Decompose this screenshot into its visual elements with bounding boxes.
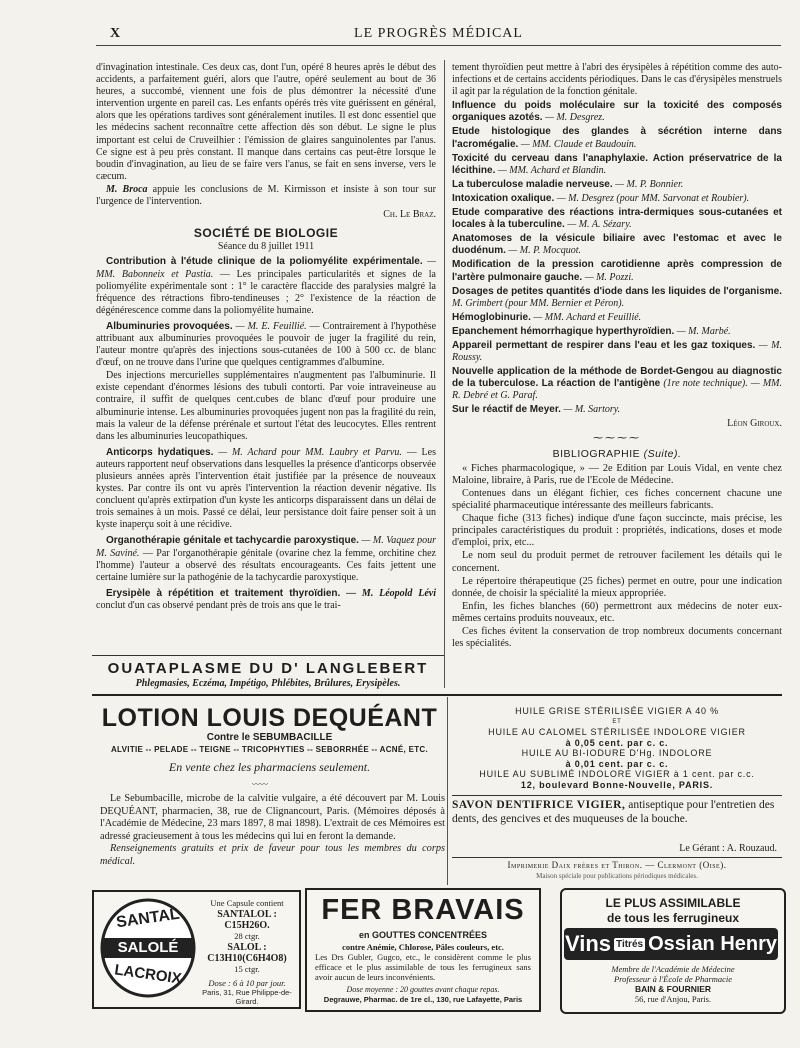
- vins-top1: LE PLUS ASSIMILABLE: [605, 896, 741, 910]
- item-3: Organothérapie génitale et tachycardie paroxystique. — M. Vaquez pour M. Saviné. — Par l'organothérapie génitale (ovarine chez la femme, orchitine chez l'homme) l'auteur a observé des résultats encourageants. Ces faits jettent une certaine lumière sur la pathogénie de la tachycardie paroxystique.: [96, 535, 436, 583]
- badge-top: SANTAL: [115, 905, 181, 932]
- biblio-paragraph: Chaque fiche (313 fiches) indique d'une façon succincte, mais précise, les principales caractéristiques du produit : propriétés, indications, doses et mode d'emploi, prix, etc...: [452, 513, 782, 549]
- biblio-paragraph: Ces fiches évitent la conservation de trop nombreux documents concernant les spécialités.: [452, 626, 782, 650]
- fer-sub: en GOUTTES CONCENTRÉES: [358, 930, 487, 940]
- right-item: La tuberculose maladie nerveuse. — M. P. Bonnier.: [452, 178, 684, 190]
- ouataplasme-sub: Phlegmasies, Eczéma, Impétigo, Phlébites, Brûlures, Erysipèles.: [135, 678, 401, 689]
- imprimerie: Imprimerie Daix frères et Thiron. — Clermont (Oise).: [507, 860, 727, 870]
- item-1: Albuminuries provoquées. — M. E. Feuillié. — Contrairement à l'hypothèse attribuant aux albuminuries provoquées le pouvoir de juger la fragilité du rein, l'auteur montre qu'après des injections sous-cutanées de 100 à 500 cc. de blanc d'œuf, on ne trouve dans l'urine que quelques centigrammes d'albumine.: [96, 320, 437, 369]
- right-item: Dosages de petites quantités d'iode dans les liquides de l'organisme. M. Grimbert (pour MM. Bernier et Péron).: [452, 285, 782, 309]
- right-item: Hémoglobinurie. — MM. Achard et Feuillié.: [452, 311, 642, 323]
- imprimerie-sub: Maison spéciale pour publications périodiques médicales.: [536, 872, 698, 880]
- vins-ossian-ad: [560, 888, 786, 1014]
- right-item: Anatomoses de la vésicule biliaire avec l'estomac et avec le duodénum. — M. P. Mocquot.: [452, 233, 782, 257]
- paragraph: d'invagination intestinale. Ces deux cas, dont l'un, opéré 8 heures après le début des accidents, a parfaitement guéri, alors que l'autre, opéré seulement au bout de 36 heures, a succombé, viennent une fois de plus démontrer la nécessité d'une intervention urgente en pareil cas. Les enfants opérés très vite guérissent en général, alors que les opérations tardives sont généralement inutiles. Il est donc essentiel que les médecins sachent reconnaître cette affection dès son début. Le signe le plus important est celui de Cruveilhier : l'émission de glaires sanguinolentes par l'anus. Ce signe est à peu près constant. Il manque dans certains cas peut-être lorsque le boudin d'invagination, au lieu de se faire vers l'anus, se fait en sens inverse, vers le cæcum.: [96, 62, 436, 182]
- badge-mid: SALOLÉ: [117, 939, 179, 956]
- vins-brand: Vins Titrés Ossian Henry: [564, 928, 778, 960]
- column-divider: [447, 697, 448, 885]
- biblio-paragraph: Enfin, les fiches blanches (60) permettront aux médecins de noter eux-mêmes certains produits nouveaux, etc.: [452, 600, 782, 624]
- santal-ad: [92, 890, 301, 1009]
- signature: Ch. Le Braz.: [383, 209, 436, 221]
- left-column: [96, 62, 436, 613]
- right-item: Intoxication oxalique. — M. Desgrez (pour MM. Sarvonat et Roubier).: [452, 192, 750, 204]
- section-title: SOCIÉTÉ DE BIOLOGIE: [193, 226, 339, 241]
- right-item: Etude comparative des réactions intra-dermiques sous-cutanées et locales à la tuberculine. — M. A. Sézary.: [452, 207, 782, 231]
- right-item: Toxicité du cerveau dans l'anaphylaxie. Action préservatrice de la lécithine. — MM. Achard et Blandin.: [452, 152, 782, 176]
- signature: Léon Giroux.: [727, 417, 782, 429]
- gerant: Le Gérant : A. Rouzaud.: [679, 843, 777, 854]
- right-item: Appareil permettant de respirer dans l'eau et les gaz toxiques. — M. Roussy.: [452, 339, 782, 364]
- biblio-paragraph: Contenues dans un élégant fichier, ces fiches concernent chacune une spécialité pharmaceutique intéressante des meilleurs fabricants.: [452, 488, 782, 512]
- right-item: Modification de la pression carotidienne après compression de l'artère pulmonaire gauche. — M. Pozzi.: [452, 259, 782, 283]
- page-header: [96, 25, 781, 46]
- santal-text: Une Capsule contient SANTALOL : C15H26O. 28 ctgr. SALOL : C13H10(C6H4O8) 15 ctgr. Dose : 6 à 10 par jour.: [207, 898, 287, 988]
- savon-ad: SAVON DENTIFRICE VIGIER, antiseptique pour l'entretien des dents, des gencives et des muqueuses de la bouche.: [452, 799, 775, 825]
- ornament: ⁓⁓⁓⁓: [593, 432, 641, 444]
- lotion-body: Le Sebumbacille, microbe de la calvitie vulgaire, a été découvert par M. Louis DEQUÉANT, pharmacien, 38, rue de Clignancourt, Paris. (Mémoires déposés à l'Académie de Médecine, 23 mars 1897, 8 mai 1898). L'extrait de ces Mémoires est adressé gracieusement à tous les médecins qui lui en feront la demande. Renseignements gratuits et prix de faveur pour tous les membres du corps médical.: [100, 793, 445, 867]
- seance-date: Séance du 8 juillet 1911: [217, 241, 315, 253]
- vins-top2: de tous les ferrugineux: [606, 911, 740, 925]
- biblio-paragraph: Le nom seul du produit permet de retrouver facilement les détails qui le concernent.: [452, 550, 782, 574]
- vins-text: Membre de l'Académie de Médecine Professeur à l'École de Pharmacie BAIN & FOURNIER 56, rue d'Anjou, Paris.: [611, 964, 735, 1004]
- ouataplasme-ad: OUATAPLASME DU D' LANGLEBERT: [107, 660, 429, 677]
- fer-bravais-ad: [305, 888, 541, 1012]
- biblio-paragraphs: [452, 488, 782, 650]
- journal-title: LE PROGRÈS MÉDICAL: [354, 26, 523, 41]
- lotion-sub: Contre le SEBUMBACILLE: [206, 732, 333, 743]
- lotion-title: LOTION LOUIS DEQUÉANT: [101, 704, 438, 732]
- biblio-paragraph: Le répertoire thérapeutique (25 fiches) permet en outre, pour une indication donnée, de choisir la spécialité la mieux appropriée.: [452, 575, 782, 599]
- right-item: Influence du poids moléculaire sur la toxicité des composés organiques azotés. — M. Desgrez.: [452, 100, 782, 124]
- paragraph: tement thyroïdien peut mettre à l'abri des érysipèles à répétition comme des auto-infections et de certains accidents périodiques. Dans le cas d'érysipèles menstruels il agit par la régulation de la fonction génitale.: [452, 62, 782, 98]
- item-1-extra: Des injections mercurielles supplémentaires n'augmentent pas l'albuminurie. Il existe cependant d'énormes lésions des tubuli contorti. Par voie intraveineuse au contraire, il suffit de quelques cent.cubes de blanc d'œuf pour produire une albuminurie intense. Les albuminuries provoquées jugent non pas la fragilité du rein, mais la valeur de la défense prérénale et surtout l'état des leucocytes. Elles rentrent dans les albuminuries leucopathiques.: [96, 370, 436, 442]
- right-item: Nouvelle application de la méthode de Bordet-Gengou au diagnostic de la tuberculose. La réaction de l'antigène (1re note technique). — MM. R. Debré et G. Paraf.: [452, 366, 782, 402]
- biblio-lead: « Fiches pharmacologique, » — 2e Edition par Louis Vidal, en vente chez Maloine, libraire, à Paris, rue de l'Ecole de Médecine.: [452, 462, 782, 486]
- fer-address: Degrauwe, Pharmac. de 1re cl., 130, rue Lafayette, Paris: [323, 995, 523, 1004]
- fer-text: Les Drs Gubler, Gugco, etc., le considèrent comme le plus efficace et le plus assimilable de tous les ferrugineux sans avoir aucun de leurs inconvénients.: [315, 952, 531, 982]
- item-0: Contribution à l'étude clinique de la poliomyélite expérimentale. — MM. Babonneix et Pastia. — Les principales particularités et signes de la poliomyélite expérimentale sont : 1° le caractère flaccide des paralysies malgré la fréquence des rétractions fibro-tendineuses ; 2° l'existence de la réaction de dégénérescence comme dans la poliomyélite humaine.: [96, 256, 436, 316]
- santal-address: Paris, 31, Rue Philippe-de-Girard.: [202, 988, 292, 1006]
- lotion-affections: ALVITIE -- PELADE -- TEIGNE -- TRICOPHYTIES -- SEBORRHÉE -- ACNÉ, ETC.: [110, 745, 428, 754]
- biblio-heading: BIBLIOGRAPHIE (Suite).: [552, 447, 682, 460]
- broca-paragraph: M. Broca appuie les conclusions de M. Kirmisson et insiste à son tour sur l'urgence de l'intervention.: [96, 183, 436, 208]
- vigier-ad: HUILE GRISE STÉRILISÉE VIGIER A 40 % ET HUILE AU CALOMEL STÉRILISÉE INDOLORE VIGIER à 0,05 cent. par c. c. HUILE AU BI-IODURE D'Hg. INDOLORE à 0,01 cent. par c. c. HUILE AU SUBLIMÉ INDOLORE VIGIER à 1 cent. par c.c. 12, boulevard Bonne-Nouvelle, PARIS.: [479, 706, 755, 790]
- right-item: Etude histologique des glandes à sécrétion interne dans l'acromégalie. — MM. Claude et Baudouin.: [452, 126, 782, 150]
- right-item: Epanchement hémorrhagique hyperthyroïdien. — M. Marbé.: [452, 325, 731, 337]
- ornament: 〰〰: [252, 780, 268, 789]
- fer-contre: contre Anémie, Chlorose, Pâles couleurs, etc.: [342, 942, 504, 952]
- fer-dose: Dose moyenne : 20 gouttes avant chaque repas.: [346, 985, 500, 994]
- item-2: Anticorps hydatiques. — M. Achard pour MM. Laubry et Parvu. — Les auteurs rapportent neuf observations dans lesquelles la présence d'anticorps observée plusieurs années après l'intervention était justifiée par la présence de nouveaux kystes. Par contre ils ont vu après l'intervention la réaction devenir négative. Ils concluent qu'après extirpation d'un kyste les anticorps disparaissent dans un délai de trois semaines à un mois. Passé ce délai, leur persistance doit faire penser soit à un kyste inaperçu soit à une récidive.: [96, 446, 436, 531]
- divider: [452, 795, 782, 796]
- fer-title: FER BRAVAIS: [321, 894, 525, 926]
- right-item: Sur le réactif de Meyer. — M. Sartory.: [452, 404, 621, 416]
- column-divider: [444, 60, 445, 688]
- lotion-vente: En vente chez les pharmaciens seulement.: [168, 760, 371, 774]
- divider: [92, 655, 444, 656]
- item-4: Erysipèle à répétition et traitement thyroïdien. — M. Léopold Lévi conclut d'un cas observé pendant près de trois ans que le trai-: [96, 587, 436, 611]
- right-items: [452, 100, 782, 416]
- right-column: [452, 62, 782, 651]
- page-number: X: [110, 26, 122, 41]
- divider: [452, 857, 782, 858]
- badge-bottom: LACROIX: [113, 961, 183, 988]
- divider: [92, 694, 782, 696]
